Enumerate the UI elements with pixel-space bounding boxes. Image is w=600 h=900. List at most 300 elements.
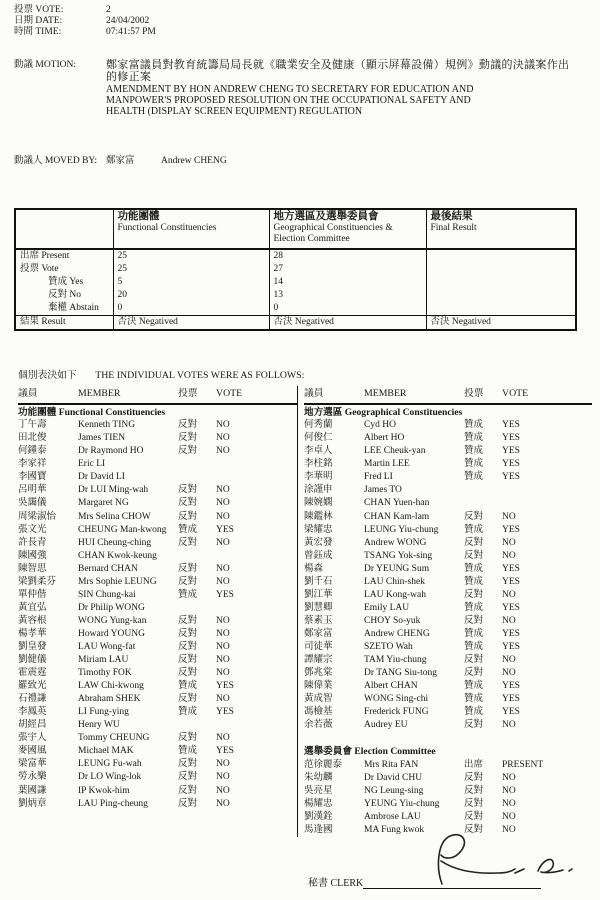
member-vote-row (18, 432, 297, 445)
member-vote-en: NO (216, 733, 230, 744)
member-vote-zh: 贊成 (464, 433, 484, 444)
member-vote-row (18, 654, 297, 667)
member-vote-row (18, 497, 297, 510)
member-vote-en: YES (502, 433, 520, 444)
member-vote-row (18, 589, 297, 602)
summary-header-final (426, 209, 576, 249)
member-vote-en: YES (502, 642, 520, 652)
member-name-zh: 劉皇發 (18, 642, 47, 652)
section-gap (304, 732, 592, 744)
member-name-en: Dr Raymond HO (78, 446, 144, 457)
member-name-zh: 劉健儀 (18, 655, 47, 666)
member-name-en: HUI Cheung-ching (78, 537, 152, 548)
summary-value: 28 (269, 249, 426, 263)
individual-heading-en: THE INDIVIDUAL VOTES WERE AS FOLLOWS: (95, 370, 305, 381)
member-vote-zh: 反對 (464, 511, 484, 522)
member-vote-en: NO (502, 772, 516, 783)
member-name-zh: 蔡素玉 (304, 615, 333, 626)
summary-value: 13 (269, 289, 426, 302)
member-vote-row (18, 798, 297, 811)
member-vote-zh: 反對 (464, 811, 484, 822)
date-label: 日期 DATE: (14, 16, 63, 27)
summary-value: 14 (269, 276, 426, 289)
summary-value (426, 302, 576, 316)
member-name-en: LEE Cheuk-yan (364, 446, 426, 457)
summary-table-body (15, 249, 576, 330)
geographical-header-zh: 地方選區及選舉委員會 (273, 211, 379, 222)
motion-block (14, 60, 574, 117)
member-name-zh: 馬逢國 (304, 824, 333, 835)
summary-row-label: 贊成 Yes (48, 277, 84, 287)
member-name-en: Mrs Sophie LEUNG (78, 576, 157, 587)
summary-row (15, 316, 576, 331)
summary-value: 0 (269, 302, 426, 316)
summary-value (426, 276, 576, 289)
summary-row (15, 249, 576, 263)
member-name-zh: 朱幼麟 (304, 772, 333, 783)
member-vote-en: NO (216, 485, 230, 496)
member-name-zh: 周梁淑怡 (18, 511, 57, 522)
member-vote-row (304, 471, 592, 484)
vote-en-header: VOTE (502, 388, 529, 399)
member-name-en: James TIEN (78, 433, 126, 444)
member-vote-en: NO (502, 720, 516, 731)
member-name-en: Timothy FOK (78, 668, 132, 679)
member-vote-row (304, 667, 592, 680)
member-vote-row (18, 745, 297, 758)
member-zh-header: 議員 (304, 388, 324, 399)
time-value: 07:41:57 PM (106, 27, 156, 38)
member-vote-row (18, 719, 297, 732)
summary-row-label: 棄權 Abstain (48, 303, 99, 313)
votes-column-right (297, 386, 592, 837)
member-vote-en: NO (216, 694, 230, 705)
member-vote-zh: 反對 (178, 615, 198, 626)
member-vote-zh: 贊成 (464, 576, 484, 587)
functional-header-en: Functional Constituencies (117, 223, 217, 233)
member-name-en: IP Kwok-him (78, 785, 130, 796)
member-name-en: Albert HO (364, 433, 405, 444)
member-name-zh: 黃容根 (18, 615, 47, 626)
member-vote-row (304, 693, 592, 706)
member-vote-row (18, 537, 297, 550)
summary-header-geographical (269, 209, 426, 249)
member-vote-en (216, 602, 297, 615)
summary-row-label: 出席 Present (20, 251, 70, 261)
member-name-zh: 李鳳英 (18, 707, 47, 718)
mover-name-en: Andrew CHENG (161, 156, 227, 166)
member-vote-en: YES (216, 589, 234, 600)
member-name-zh: 陳偉業 (304, 681, 333, 692)
member-vote-row (304, 550, 592, 563)
summary-row-label: 反對 No (48, 290, 81, 300)
member-vote-zh: 反對 (464, 615, 484, 626)
individual-votes-table (14, 386, 592, 837)
member-vote-zh: 反對 (178, 628, 198, 639)
member-name-zh: 劉漢銓 (304, 811, 333, 822)
member-name-en: Abraham SHEK (78, 694, 141, 705)
member-vote-zh: 贊成 (464, 524, 484, 535)
member-name-en: James TO (364, 485, 402, 496)
member-vote-en: YES (502, 563, 520, 574)
member-vote-en: NO (502, 655, 516, 666)
member-name-zh: 曾鈺成 (304, 550, 333, 561)
member-vote-en (216, 550, 297, 563)
summary-value: 否決 Negatived (426, 316, 576, 331)
member-vote-en: PRESENT (502, 759, 544, 770)
member-vote-en: NO (502, 668, 516, 679)
member-vote-zh: 反對 (464, 550, 484, 561)
individual-votes-heading (18, 370, 304, 381)
member-name-zh: 何鍾泰 (18, 446, 47, 457)
vote-number-row (14, 5, 156, 16)
member-vote-row (18, 471, 297, 484)
member-vote-en: NO (502, 811, 516, 822)
member-vote-en: NO (216, 537, 230, 548)
summary-value: 27 (269, 263, 426, 276)
member-vote-row (18, 524, 297, 537)
member-vote-en: NO (216, 798, 230, 809)
vote-en-header: VOTE (216, 388, 243, 399)
member-name-en: CHAN Kam-lam (364, 511, 430, 522)
functional-header-zh: 功能團體 (117, 211, 160, 222)
final-result-header-en: Final Result (430, 223, 477, 233)
member-name-en: Miriam LAU (78, 655, 129, 666)
member-vote-row (18, 602, 297, 615)
individual-heading-zh: 個別表決如下 (18, 370, 77, 381)
motion-label: 動議 MOTION: (14, 60, 77, 70)
member-vote-zh: 反對 (178, 563, 198, 574)
member-name-zh: 黃宜弘 (18, 602, 47, 613)
member-vote-en: YES (502, 628, 520, 639)
member-vote-en: NO (216, 498, 230, 509)
member-vote-zh (464, 497, 502, 510)
member-vote-en: NO (502, 615, 516, 626)
final-result-header-zh: 最後結果 (430, 211, 473, 222)
member-vote-en (216, 458, 297, 471)
summary-row (15, 289, 576, 302)
member-vote-en: NO (216, 420, 230, 431)
member-name-en: Bernard CHAN (78, 563, 138, 574)
member-name-en: Ambrose LAU (364, 811, 421, 822)
member-vote-row (18, 550, 297, 563)
member-vote-en: NO (216, 785, 230, 796)
member-vote-zh: 贊成 (464, 694, 484, 705)
member-vote-zh (178, 458, 216, 471)
member-vote-en: YES (502, 446, 520, 457)
summary-value: 否決 Negatived (269, 316, 426, 331)
member-vote-en: YES (216, 707, 234, 718)
member-vote-row (304, 654, 592, 667)
member-vote-en: YES (502, 459, 520, 470)
member-name-zh: 鄭家富 (304, 628, 333, 639)
member-vote-zh: 贊成 (464, 602, 484, 613)
member-name-en: Fred LI (364, 472, 393, 483)
summary-value: 否決 Negatived (113, 316, 269, 331)
vote-number-value: 2 (106, 5, 111, 15)
member-name-en: Dr LUI Ming-wah (78, 485, 149, 496)
member-vote-zh (178, 719, 216, 732)
member-vote-row (304, 511, 592, 524)
member-name-en: NG Leung-sing (364, 785, 424, 796)
member-vote-zh: 贊成 (178, 681, 198, 692)
member-name-en: LAW Chi-kwong (78, 681, 144, 692)
member-name-zh: 何秀蘭 (304, 420, 333, 431)
member-vote-en: YES (502, 576, 520, 587)
summary-row-label: 結果 Result (15, 316, 113, 331)
member-vote-zh: 贊成 (178, 707, 198, 718)
summary-table (14, 208, 577, 331)
member-name-en: Henry WU (78, 720, 120, 731)
geographical-column-body (304, 406, 592, 837)
member-vote-zh: 反對 (178, 694, 198, 705)
member-vote-zh: 反對 (464, 589, 484, 600)
member-vote-zh: 反對 (178, 446, 198, 457)
member-vote-zh: 贊成 (464, 707, 484, 718)
clerk-line (308, 878, 541, 889)
moved-by-block (14, 156, 227, 167)
member-vote-en: NO (216, 655, 230, 666)
summary-value (426, 289, 576, 302)
member-vote-row (18, 458, 297, 471)
member-vote-en: NO (502, 589, 516, 600)
member-vote-row (304, 772, 592, 785)
member-name-en: MA Fung kwok (364, 824, 425, 835)
member-name-zh: 范徐麗泰 (304, 759, 343, 770)
member-name-en: Dr David CHU (364, 772, 423, 783)
member-vote-en: NO (502, 785, 516, 796)
member-vote-zh: 贊成 (464, 628, 484, 639)
member-name-en: CHAN Yuen-han (364, 498, 430, 509)
member-name-zh: 陳婉嫻 (304, 498, 333, 509)
member-vote-zh: 反對 (464, 720, 484, 731)
member-name-zh: 李柱銘 (304, 459, 333, 470)
time-label: 時間 TIME: (14, 27, 62, 38)
summary-value (426, 249, 576, 263)
summary-row-label: 投票 Vote (20, 264, 59, 274)
member-vote-zh: 贊成 (178, 589, 198, 600)
member-name-en: LAU Ping-cheung (78, 798, 148, 809)
vote-info-block (14, 5, 156, 39)
member-name-zh: 鄧兆棠 (304, 668, 333, 679)
member-name-en: Martin LEE (364, 459, 410, 470)
member-vote-zh: 反對 (178, 537, 198, 548)
member-vote-zh: 反對 (178, 668, 198, 679)
member-vote-row (304, 785, 592, 798)
member-name-zh: 李國寶 (18, 472, 47, 483)
member-name-en: LEUNG Yiu-chung (364, 524, 439, 535)
member-name-en: Dr YEUNG Sum (364, 563, 430, 574)
member-name-en: CHAN Kwok-keung (78, 550, 157, 561)
member-vote-row (18, 576, 297, 589)
member-name-zh: 霍震霆 (18, 668, 47, 679)
member-vote-row (18, 641, 297, 654)
member-name-zh: 楊孝華 (18, 628, 47, 639)
member-name-zh: 陳智思 (18, 563, 47, 574)
member-vote-zh: 反對 (178, 433, 198, 444)
date-value: 24/04/2002 (106, 16, 150, 27)
member-vote-zh: 反對 (178, 642, 198, 652)
member-name-zh: 石禮謙 (18, 694, 47, 705)
member-name-zh: 劉慧卿 (304, 602, 333, 613)
member-name-en: LAU Kong-wah (364, 589, 427, 600)
member-vote-row (304, 458, 592, 471)
member-name-zh: 李卓人 (304, 446, 333, 457)
member-name-en: Mrs Rita FAN (364, 759, 419, 770)
member-name-en: Albert CHAN (364, 681, 418, 692)
member-name-zh: 楊耀忠 (304, 798, 333, 809)
member-vote-row (18, 628, 297, 641)
member-vote-en (216, 719, 297, 732)
member-vote-en: NO (216, 628, 230, 639)
member-vote-row (18, 667, 297, 680)
member-vote-en: NO (216, 772, 230, 783)
member-vote-row (304, 419, 592, 432)
member-vote-row (304, 759, 592, 772)
member-name-en: LAU Chin-shek (364, 576, 425, 587)
member-name-en: Andrew CHENG (364, 628, 430, 639)
member-name-en: Dr LO Wing-lok (78, 772, 142, 783)
member-name-en: LAU Wong-fat (78, 642, 136, 652)
member-vote-zh: 反對 (464, 772, 484, 783)
member-name-zh: 陳國強 (18, 550, 47, 561)
member-vote-row (18, 693, 297, 706)
date-row (14, 16, 156, 27)
member-name-zh: 馮檢基 (304, 707, 333, 718)
member-vote-en (502, 484, 592, 497)
member-name-en: Audrey EU (364, 720, 408, 731)
member-name-zh: 涂謹申 (304, 485, 333, 496)
member-vote-en (502, 497, 592, 510)
member-name-zh: 黃成智 (304, 694, 333, 705)
member-vote-zh: 贊成 (464, 563, 484, 574)
member-name-zh: 劉炳章 (18, 798, 47, 809)
member-vote-en: YES (216, 681, 234, 692)
member-vote-row (304, 798, 592, 811)
member-vote-zh: 出席 (464, 759, 484, 770)
member-name-zh: 梁耀忠 (304, 524, 333, 535)
member-vote-en: NO (502, 511, 516, 522)
summary-row (15, 276, 576, 289)
member-vote-row (18, 445, 297, 458)
section-title: 功能團體 Functional Constituencies (18, 407, 166, 418)
member-name-en: Dr Philip WONG (78, 602, 145, 613)
time-row (14, 27, 156, 38)
member-name-en: LI Fung-ying (78, 707, 129, 718)
votes-column-left (14, 386, 297, 837)
summary-row (15, 302, 576, 316)
summary-row (15, 263, 576, 276)
member-name-en: SZETO Wah (364, 642, 413, 652)
member-name-zh: 司徒華 (304, 642, 333, 652)
member-name-zh: 胡經昌 (18, 720, 47, 731)
member-vote-en: YES (502, 694, 520, 705)
member-vote-zh: 贊成 (178, 746, 198, 757)
member-vote-zh (464, 484, 502, 497)
summary-value: 5 (113, 276, 269, 289)
member-name-zh: 呂明華 (18, 485, 47, 496)
member-vote-zh: 反對 (464, 655, 484, 666)
member-name-en: Mrs Selina CHOW (78, 511, 151, 522)
member-name-zh: 田北俊 (18, 433, 47, 444)
member-vote-zh: 反對 (178, 772, 198, 783)
member-vote-row (304, 445, 592, 458)
motion-text (106, 60, 574, 117)
member-name-zh: 何俊仁 (304, 433, 333, 444)
member-vote-row (304, 484, 592, 497)
member-vote-en: YES (502, 472, 520, 483)
member-vote-zh: 反對 (178, 733, 198, 744)
member-name-en: Frederick FUNG (364, 707, 429, 718)
member-vote-row (18, 419, 297, 432)
member-name-zh: 勞永樂 (18, 772, 47, 783)
member-vote-row (18, 771, 297, 784)
member-name-zh: 黃宏發 (304, 537, 333, 548)
member-vote-row (304, 589, 592, 602)
member-vote-zh (178, 602, 216, 615)
section-title: 選舉委員會 Election Committee (304, 746, 436, 758)
member-vote-row (18, 785, 297, 798)
member-name-zh: 張文光 (18, 524, 47, 535)
member-vote-en: NO (216, 576, 230, 587)
member-name-zh: 梁富華 (18, 759, 47, 770)
member-name-zh: 葉國謙 (18, 785, 47, 796)
member-vote-row (304, 641, 592, 654)
member-vote-zh: 反對 (178, 498, 198, 509)
member-vote-row (18, 511, 297, 524)
member-vote-zh: 反對 (178, 655, 198, 666)
member-vote-row (304, 615, 592, 628)
member-vote-row (304, 811, 592, 824)
member-vote-en: NO (216, 563, 230, 574)
member-name-zh: 許長青 (18, 537, 47, 548)
member-name-zh: 麥國風 (18, 746, 47, 757)
member-vote-zh (178, 471, 216, 484)
moved-by-label: 動議人 MOVED BY: (14, 156, 98, 166)
summary-value: 0 (113, 302, 269, 316)
member-vote-zh: 贊成 (178, 524, 198, 535)
member-name-zh: 吳靄儀 (18, 498, 47, 509)
member-name-zh: 丁午壽 (18, 420, 47, 431)
member-name-zh: 羅致光 (18, 681, 47, 692)
member-vote-en: NO (502, 550, 516, 561)
member-name-zh: 陳鑑林 (304, 511, 333, 522)
motion-text-zh: 鄭家富議員對教育統籌局局長就《職業安全及健康（顯示屏幕設備）規例》動議的決議案作出的修正案 (106, 59, 570, 83)
member-vote-zh: 反對 (464, 668, 484, 679)
member-vote-row (304, 719, 592, 732)
member-vote-row (304, 576, 592, 589)
member-vote-zh: 反對 (178, 420, 198, 431)
member-vote-row (304, 497, 592, 510)
member-name-zh: 劉江華 (304, 589, 333, 600)
member-vote-en: YES (216, 746, 234, 757)
member-vote-zh (178, 550, 216, 563)
member-name-zh: 李華明 (304, 472, 333, 483)
member-vote-en: YES (502, 420, 520, 431)
member-name-en: TAM Yiu-chung (364, 655, 427, 666)
member-name-en: WONG Sing-chi (364, 694, 429, 705)
member-vote-en: NO (502, 798, 516, 809)
member-vote-en: NO (216, 615, 230, 626)
summary-value: 25 (113, 263, 269, 276)
mover-name-zh: 鄭家富 (106, 156, 135, 166)
member-name-zh: 吳亮星 (304, 785, 333, 796)
votes-column-header (304, 386, 592, 405)
vote-number-label: 投票 VOTE: (14, 5, 64, 15)
member-vote-zh: 贊成 (464, 420, 484, 431)
member-vote-zh: 反對 (178, 798, 198, 809)
member-vote-zh: 反對 (178, 759, 198, 770)
